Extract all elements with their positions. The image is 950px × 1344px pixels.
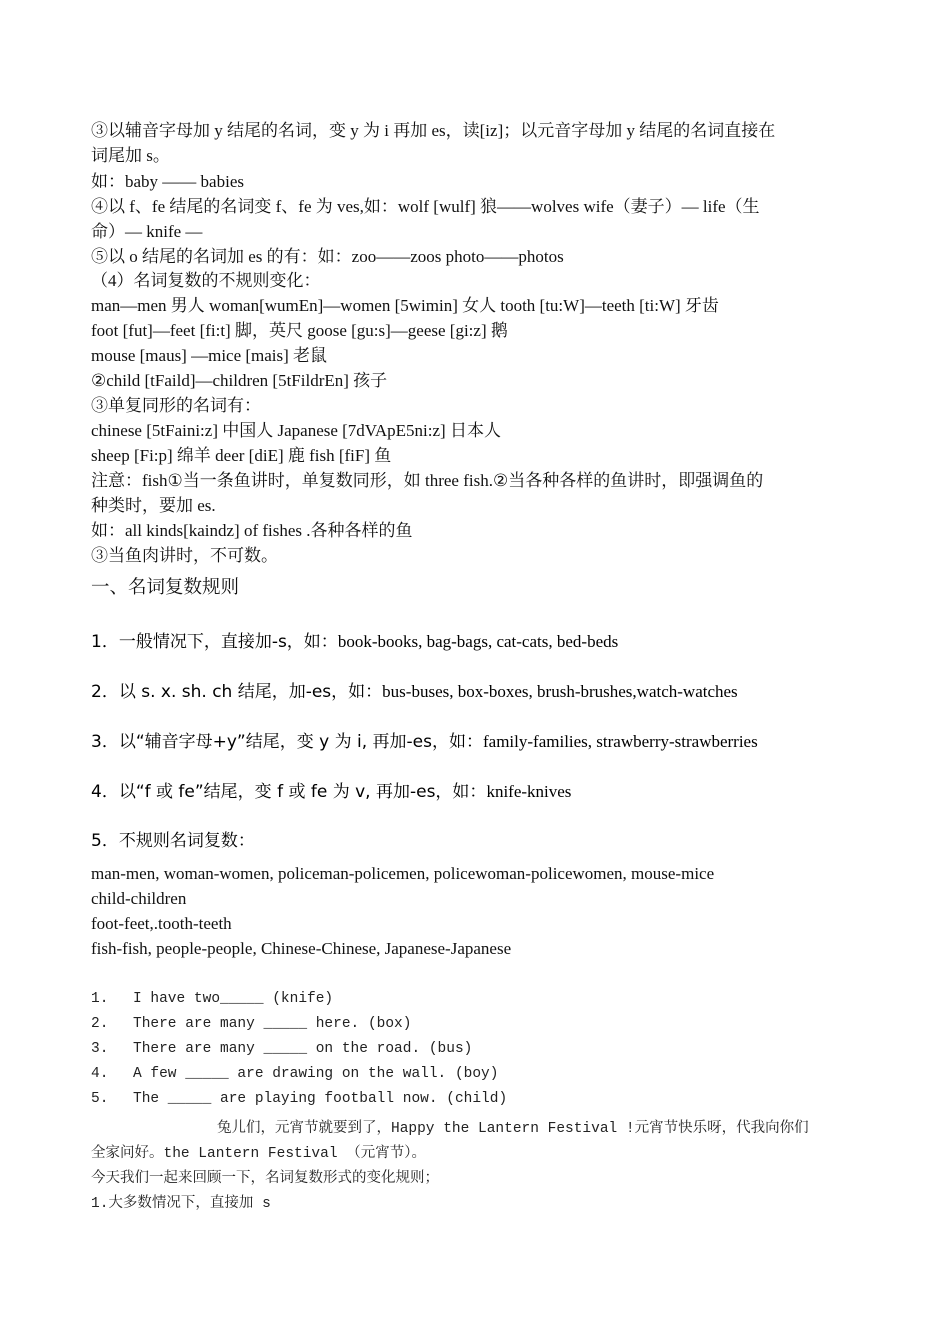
same-form-line-2: sheep [Fi:p] 绵羊 deer [diE] 鹿 fish [fiF] 鱼 [91,446,392,465]
exercise-text: I have two_____ (knife) [133,991,334,1007]
exercise-item [91,1091,507,1107]
exercise-number: 3. [91,1041,109,1057]
note-line-1: 注意：fish①当一条鱼讲时，单复数同形，如 three fish.②当各种各样的鱼讲时，即强调鱼的 [91,471,764,490]
exercise-number: 1. [91,991,109,1007]
section-heading: 一、名词复数规则 [91,577,240,598]
exercise-item [91,1041,472,1057]
rule-examples: family-families, strawberry-strawberries [483,732,758,751]
exercise-item [91,1016,411,1032]
rule-examples: knife-knives [486,782,572,801]
rule-item [91,627,618,652]
exercise-number: 5. [91,1091,109,1107]
irregular-title: （4）名词复数的不规则变化： [91,271,321,290]
rule4-line2: 命）— knife — [91,222,203,241]
note-3: ③当鱼肉讲时，不可数。 [91,546,278,565]
rule-item [91,677,738,702]
rule-label: 3．以“辅音字母+y”结尾，变 y 为 i, 再加-es，如： [91,732,483,752]
rule3-line1: ③以辅音字母加 y 结尾的名词，变 y 为 i 再加 es，读[iz]；以元音字母加 y 结尾的名词直接在 [91,121,776,140]
rule-label: 2．以 s. x. sh. ch 结尾，加-es，如： [91,682,383,702]
rule-item [91,826,255,851]
exercise-text: There are many _____ here. (box) [133,1016,412,1032]
note-example: 如：all kinds[kaindz] of fishes .各种各样的鱼 [91,521,413,540]
exercise-number: 2. [91,1016,109,1032]
rule-item [91,727,758,752]
example-baby: 如：baby —— babies [91,172,244,191]
rule4-line1: ④以 f、fe 结尾的名词变 f、fe 为 ves,如：wolf [wulf] 狼——wolves wife（妻子）— life（生 [91,197,760,216]
irregular-list-item: man-men, woman-women, policeman-policemen, policewoman-policewomen, mouse-mice [91,864,715,883]
greeting-line-1: 兔儿们，元宵节就要到了，Happy the Lantern Festival !元宵节快乐呀，代我向你们 [217,1121,809,1137]
rule-label: 4．以“f 或 fe”结尾，变 f 或 fe 为 v, 再加-es，如： [91,782,487,802]
rule-item [91,777,571,802]
first-rule: 1.大多数情况下，直接加 s [91,1196,271,1212]
greeting-line-2: 全家问好。the Lantern Festival （元宵节）。 [91,1146,426,1162]
exercise-item [91,991,333,1007]
irregular-list-item: fish-fish, people-people, Chinese-Chinese, Japanese-Japanese [91,939,512,958]
irregular-list-item: foot-feet,.tooth-teeth [91,914,232,933]
irregular-line-2: foot [fut]—feet [fi:t] 脚，英尺 goose [gu:s]—geese [gi:z] 鹅 [91,321,508,340]
same-form-title: ③单复同形的名词有： [91,396,261,415]
rule-label: 1．一般情况下，直接加-s，如： [91,632,338,652]
exercise-item [91,1066,498,1082]
irregular-child: ②child [tFaild]—children [5tFildrEn] 孩子 [91,371,388,390]
irregular-line-1: man—men 男人 woman[wumEn]—women [5wimin] 女人 tooth [tu:W]—teeth [ti:W] 牙齿 [91,296,719,315]
rule-label: 5．不规则名词复数： [91,831,255,851]
exercise-text: The _____ are playing football now. (child) [133,1091,508,1107]
review-intro: 今天我们一起来回顾一下，名词复数形式的变化规则； [91,1171,439,1187]
rule-examples: bus-buses, box-boxes, brush-brushes,watch-watches [382,682,738,701]
exercise-number: 4. [91,1066,109,1082]
rule-examples: book-books, bag-bags, cat-cats, bed-beds [337,632,619,651]
note-line-2: 种类时，要加 es. [91,496,216,515]
irregular-line-3: mouse [maus] —mice [mais] 老鼠 [91,346,328,365]
same-form-line-1: chinese [5tFaini:z] 中国人 Japanese [7dVApE5ni:z] 日本人 [91,421,501,440]
irregular-list-item: child-children [91,889,187,908]
rule5: ⑤以 o 结尾的名词加 es 的有：如：zoo——zoos photo——photos [91,247,564,266]
exercise-text: There are many _____ on the road. (bus) [133,1041,473,1057]
exercise-text: A few _____ are drawing on the wall. (boy) [133,1066,499,1082]
rule3-line2: 词尾加 s。 [91,146,170,165]
